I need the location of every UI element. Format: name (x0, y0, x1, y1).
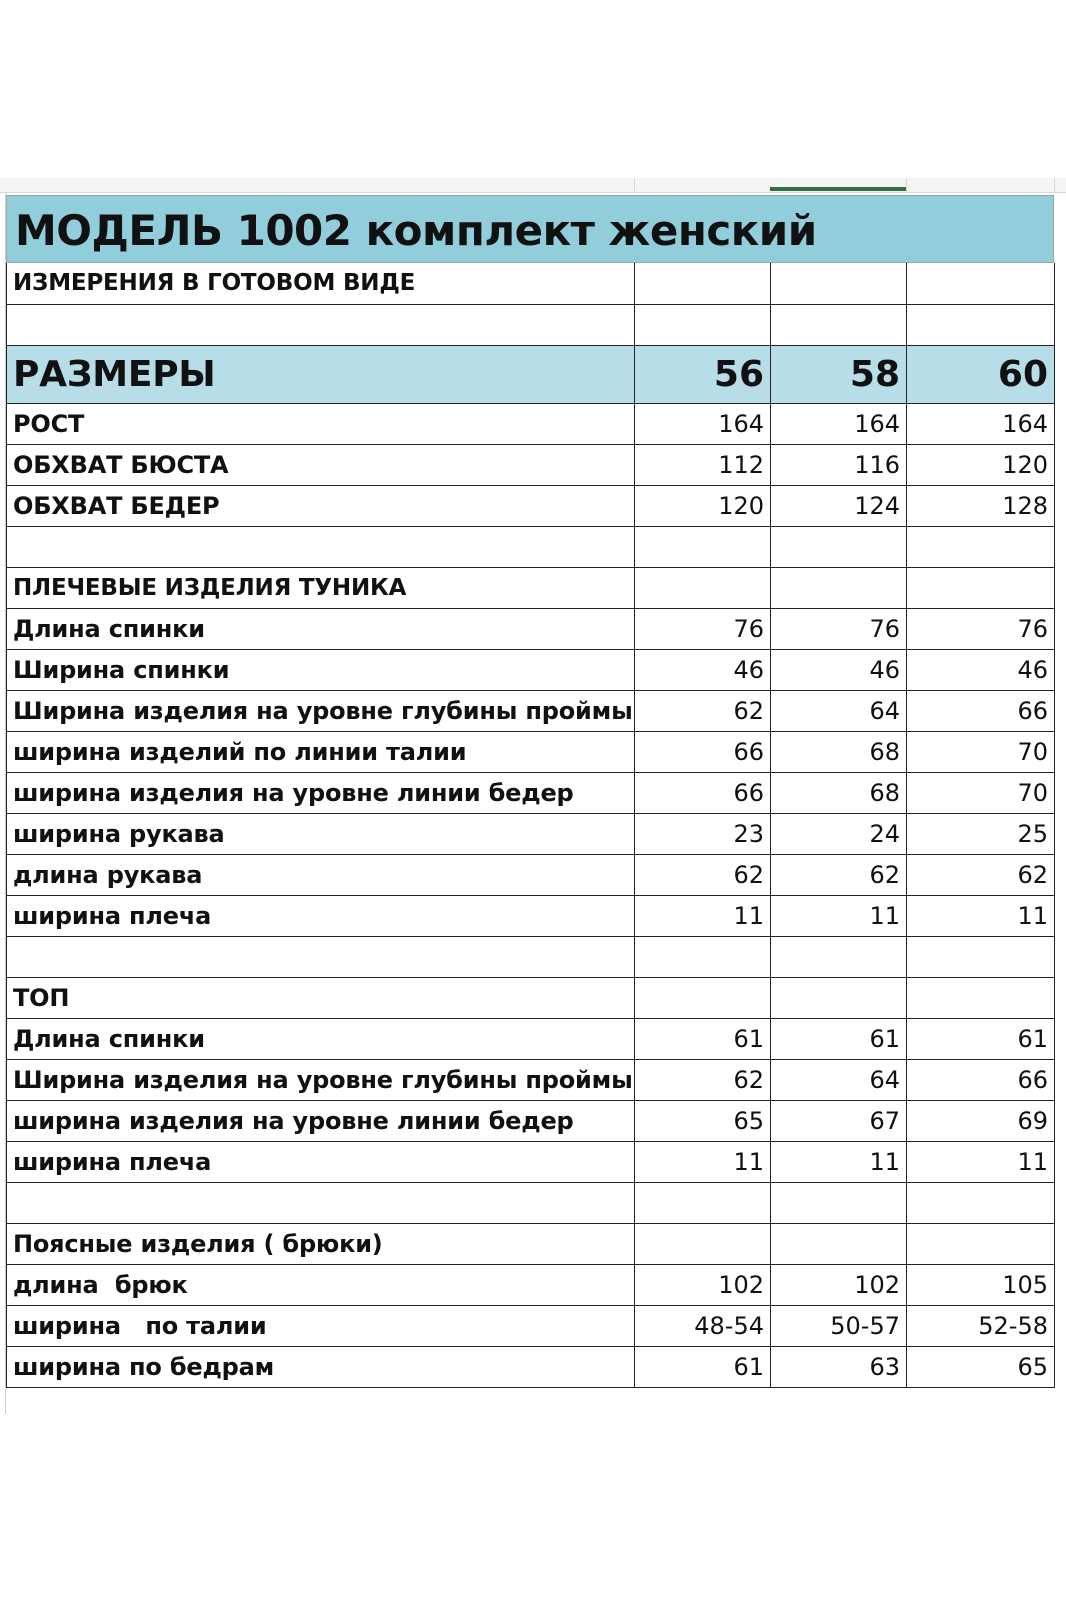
table-row (7, 304, 1055, 345)
empty-cell[interactable] (907, 263, 1055, 304)
spreadsheet (0, 178, 1066, 1381)
empty-cell[interactable] (907, 526, 1055, 567)
empty-cell[interactable] (7, 1182, 635, 1223)
empty-cell[interactable] (635, 304, 771, 345)
size-cell[interactable]: 60 (907, 345, 1055, 403)
row-label[interactable]: Длина спинки (7, 608, 635, 649)
value-cell[interactable]: 66 (907, 1059, 1055, 1100)
value-cell[interactable]: 61 (635, 1018, 771, 1059)
value-cell[interactable]: 11 (635, 895, 771, 936)
value-cell[interactable]: 164 (771, 403, 907, 444)
empty-cell[interactable] (907, 1182, 1055, 1223)
row-label[interactable]: ширина по талии (7, 1305, 635, 1346)
value-cell[interactable]: 76 (907, 608, 1055, 649)
value-cell[interactable]: 102 (771, 1264, 907, 1305)
table-row (7, 1305, 1055, 1346)
column-divider (906, 178, 907, 192)
row-label[interactable]: ширина изделия на уровне линии бедер (7, 772, 635, 813)
value-cell[interactable]: 52-58 (907, 1305, 1055, 1346)
table-row (7, 1059, 1055, 1100)
table-row (7, 403, 1055, 444)
row-label[interactable]: ОБХВАТ БЕДЕР (7, 485, 635, 526)
value-cell[interactable]: 68 (771, 731, 907, 772)
value-cell[interactable]: 61 (635, 1346, 771, 1387)
table-row (7, 608, 1055, 649)
value-cell[interactable]: 62 (635, 690, 771, 731)
section-heading-row (7, 977, 1055, 1018)
table-row (7, 1018, 1055, 1059)
title-cell[interactable] (6, 195, 1054, 263)
column-divider (1054, 178, 1055, 192)
value-cell[interactable]: 25 (907, 813, 1055, 854)
empty-cell[interactable] (7, 936, 635, 977)
row-label[interactable]: ширина плеча (7, 1141, 635, 1182)
table-row (7, 1264, 1055, 1305)
table-row (7, 854, 1055, 895)
value-cell[interactable]: 70 (907, 772, 1055, 813)
value-cell[interactable]: 62 (771, 854, 907, 895)
empty-cell[interactable] (635, 263, 771, 304)
row-label[interactable]: Ширина изделия на уровне глубины проймы (7, 1059, 635, 1100)
value-cell[interactable]: 76 (771, 608, 907, 649)
value-cell[interactable]: 66 (635, 772, 771, 813)
row-label[interactable]: ширина рукава (7, 813, 635, 854)
table-row (7, 772, 1055, 813)
empty-cell[interactable] (7, 526, 635, 567)
empty-cell[interactable] (635, 1182, 771, 1223)
table-row (7, 263, 1055, 304)
value-cell[interactable]: 120 (635, 485, 771, 526)
value-cell[interactable]: 112 (635, 444, 771, 485)
row-label[interactable]: ширина изделий по линии талии (7, 731, 635, 772)
table-row (7, 1141, 1055, 1182)
value-cell[interactable]: 24 (771, 813, 907, 854)
value-cell[interactable]: 105 (907, 1264, 1055, 1305)
value-cell[interactable]: 66 (907, 690, 1055, 731)
value-cell[interactable]: 46 (635, 649, 771, 690)
row-label[interactable]: Ширина изделия на уровне глубины проймы (7, 690, 635, 731)
table-row (7, 690, 1055, 731)
column-header-strip (0, 178, 1066, 193)
row-label[interactable]: ширина изделия на уровне линии бедер (7, 1100, 635, 1141)
table-row (7, 526, 1055, 567)
value-cell[interactable]: 64 (771, 690, 907, 731)
empty-cell[interactable] (635, 526, 771, 567)
row-label[interactable]: Ширина спинки (7, 649, 635, 690)
value-cell[interactable]: 50-57 (771, 1305, 907, 1346)
value-cell[interactable]: 23 (635, 813, 771, 854)
empty-cell[interactable] (907, 977, 1055, 1018)
section-heading[interactable]: Поясные изделия ( брюки) (7, 1223, 635, 1264)
table-row (7, 813, 1055, 854)
value-cell[interactable]: 64 (771, 1059, 907, 1100)
empty-cell[interactable] (771, 977, 907, 1018)
section-heading-row (7, 1223, 1055, 1264)
value-cell[interactable]: 62 (635, 854, 771, 895)
empty-cell[interactable] (771, 304, 907, 345)
table-row (7, 1346, 1055, 1387)
section-heading-row (7, 567, 1055, 608)
value-cell[interactable]: 102 (635, 1264, 771, 1305)
table-row (7, 731, 1055, 772)
row-label[interactable]: ширина по бедрам (7, 1346, 635, 1387)
value-cell[interactable]: 120 (907, 444, 1055, 485)
empty-cell[interactable] (7, 304, 635, 345)
empty-cell[interactable] (771, 526, 907, 567)
row-label[interactable]: длина брюк (7, 1264, 635, 1305)
sizes-header-row (7, 345, 1055, 403)
table-row (7, 485, 1055, 526)
subtitle-cell[interactable]: ИЗМЕРЕНИЯ В ГОТОВОМ ВИДЕ (7, 263, 635, 304)
selected-column-indicator (770, 187, 906, 191)
value-cell[interactable]: 164 (907, 403, 1055, 444)
value-cell[interactable]: 65 (907, 1346, 1055, 1387)
value-cell[interactable]: 61 (907, 1018, 1055, 1059)
row-label[interactable]: длина рукава (7, 854, 635, 895)
empty-cell[interactable] (771, 263, 907, 304)
value-cell[interactable]: 124 (771, 485, 907, 526)
sizes-label-cell[interactable]: РАЗМЕРЫ (7, 345, 635, 403)
empty-cell[interactable] (907, 304, 1055, 345)
value-cell[interactable]: 11 (907, 1141, 1055, 1182)
value-cell[interactable]: 68 (771, 772, 907, 813)
empty-cell[interactable] (635, 977, 771, 1018)
value-cell[interactable]: 128 (907, 485, 1055, 526)
row-label[interactable]: ОБХВАТ БЮСТА (7, 444, 635, 485)
value-cell[interactable]: 66 (635, 731, 771, 772)
table-row (7, 936, 1055, 977)
value-cell[interactable]: 76 (635, 608, 771, 649)
section-heading[interactable]: ТОП (7, 977, 635, 1018)
empty-cell[interactable] (771, 936, 907, 977)
empty-cell[interactable] (771, 567, 907, 608)
value-cell[interactable]: 65 (635, 1100, 771, 1141)
column-divider (634, 178, 635, 192)
empty-cell[interactable] (907, 936, 1055, 977)
value-cell[interactable]: 11 (635, 1141, 771, 1182)
page-title: МОДЕЛЬ 1002 комплект женский (15, 206, 817, 255)
value-cell[interactable]: 61 (771, 1018, 907, 1059)
empty-cell[interactable] (635, 1223, 771, 1264)
size-cell[interactable]: 58 (771, 345, 907, 403)
value-cell[interactable]: 46 (771, 649, 907, 690)
value-cell[interactable]: 11 (771, 895, 907, 936)
row-label[interactable]: Длина спинки (7, 1018, 635, 1059)
size-chart-table (6, 263, 1055, 1388)
value-cell[interactable]: 63 (771, 1346, 907, 1387)
section-heading[interactable]: ПЛЕЧЕВЫЕ ИЗДЕЛИЯ ТУНИКА (7, 567, 635, 608)
value-cell[interactable]: 116 (771, 444, 907, 485)
table-row (7, 895, 1055, 936)
size-cell[interactable]: 56 (635, 345, 771, 403)
value-cell[interactable]: 62 (635, 1059, 771, 1100)
empty-cell[interactable] (907, 567, 1055, 608)
row-label[interactable]: ширина плеча (7, 895, 635, 936)
value-cell[interactable]: 70 (907, 731, 1055, 772)
value-cell[interactable]: 46 (907, 649, 1055, 690)
empty-cell[interactable] (771, 1223, 907, 1264)
table-row (7, 444, 1055, 485)
empty-cell[interactable] (907, 1223, 1055, 1264)
value-cell[interactable]: 11 (907, 895, 1055, 936)
value-cell[interactable]: 164 (635, 403, 771, 444)
empty-cell[interactable] (635, 567, 771, 608)
value-cell[interactable]: 48-54 (635, 1305, 771, 1346)
row-label[interactable]: РОСТ (7, 403, 635, 444)
empty-cell[interactable] (635, 936, 771, 977)
table-row (7, 1100, 1055, 1141)
value-cell[interactable]: 67 (771, 1100, 907, 1141)
table-row (7, 1182, 1055, 1223)
value-cell[interactable]: 62 (907, 854, 1055, 895)
empty-cell[interactable] (771, 1182, 907, 1223)
value-cell[interactable]: 69 (907, 1100, 1055, 1141)
table-row (7, 649, 1055, 690)
value-cell[interactable]: 11 (771, 1141, 907, 1182)
